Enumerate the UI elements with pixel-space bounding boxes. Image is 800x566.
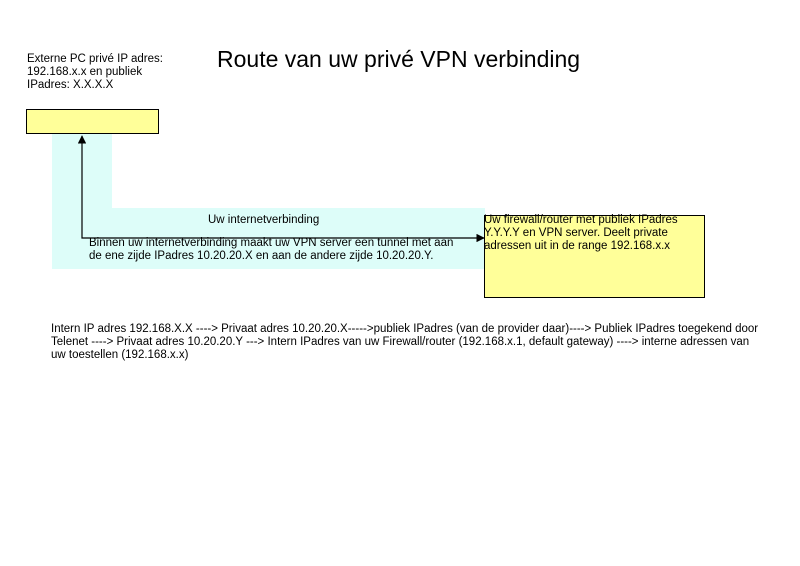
route-description: Intern IP adres 192.168.X.X ----> Privaat adres 10.20.20.X----->publiek IPadres (van de provider daar)----> Publiek IPadres toegekend door Telenet ----> Privaat adres 10.20.20.Y ---> Intern IPadres van uw Firewall/router (192.168.x.1, default gateway) ----> interne adressen van uw toestellen (192.168.x.x) (51, 323, 759, 361)
page-title: Route van uw privé VPN verbinding (217, 46, 581, 72)
internet-connection-label: Uw internetverbinding (208, 214, 320, 226)
external-pc-label: Externe PC privé IP adres: 192.168.x.x en publiek IPadres: X.X.X.X (27, 53, 163, 91)
tunnel-description: Binnen uw internetverbinding maakt uw VPN server een tunnel met aan de ene zijde IPadres 10.20.20.X en aan de andere zijde 10.20.20.Y. (89, 237, 454, 262)
firewall-router-label: Uw firewall/router met publiek IPadres Y.Y.Y.Y en VPN server. Deelt private adressen uit in de range 192.168.x.x (484, 214, 678, 252)
tunnel-path-line (82, 136, 484, 238)
